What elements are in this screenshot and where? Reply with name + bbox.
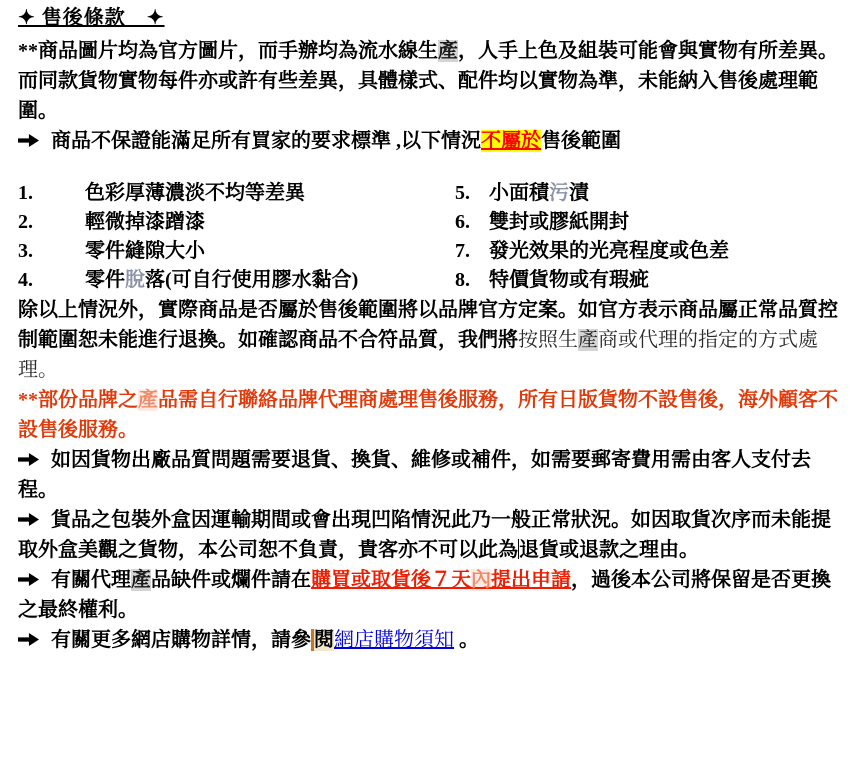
right-arrow-icon (18, 573, 39, 586)
fallback-char-tuo: 脫 (125, 269, 145, 291)
item-number: 6. (455, 211, 470, 233)
page-title: ✦ 售後條款 ✦ (18, 7, 165, 29)
item-text (85, 208, 205, 237)
list-item-6 (455, 208, 629, 237)
item-text-post: 落(可自行使用膠水黏合) (145, 269, 359, 291)
defect-text-post: ，過後本公司將保留是否更換之最終權利。 (18, 569, 831, 621)
notice-text-post: 售後範圍 (541, 130, 621, 152)
item-number: 5. (455, 182, 470, 204)
list-item-3 (18, 237, 455, 266)
list-row (18, 179, 846, 208)
fallback-char-chan: 產 (138, 389, 158, 411)
fallback-char-yue: 閱 (311, 629, 334, 651)
right-arrow-icon (18, 453, 39, 466)
right-arrow-icon (18, 633, 39, 646)
claim-deadline-emphasis (311, 569, 571, 591)
item-text (489, 179, 589, 208)
store-shopping-notice-link[interactable]: 網店購物須知 (334, 629, 454, 651)
list-item-8 (455, 266, 649, 295)
list-item-1 (18, 179, 455, 208)
packaging-paragraph (18, 505, 846, 565)
defect-text-mid: 品缺件或爛件請在 (151, 569, 311, 591)
defect-text-pre: 有關代理 (51, 569, 131, 591)
deadline-text-pre: 購買或取貨後７天 (311, 569, 471, 591)
item-text-pre: 特價貨物或有瑕疵 (489, 269, 649, 291)
list-item-5 (455, 179, 589, 208)
more-info-line (18, 625, 846, 655)
item-number: 1. (18, 182, 33, 204)
item-text (85, 237, 205, 266)
fallback-char-chan: 產 (578, 329, 598, 351)
quality-policy-paragraph (18, 295, 846, 385)
list-row (18, 208, 846, 237)
list-row (18, 237, 846, 266)
item-text-pre: 小面積 (489, 182, 549, 204)
intro-text-post: ，人手上色及組裝可能會與實物有所差異。而同款貨物實物每件亦或許有些差異，具體樣式、配件均以實物為準，未能納入售後處理範圍。 (18, 40, 838, 122)
item-text-pre: 發光效果的光亮程度或色差 (489, 240, 729, 262)
exclusion-list (18, 179, 846, 295)
item-text (489, 208, 629, 237)
fallback-char-chan: 產 (438, 40, 458, 62)
more-info-text-pre: 有關更多網店購物詳情，請參 (51, 629, 311, 651)
item-text-pre: 雙封或膠紙開封 (489, 211, 629, 233)
list-item-2 (18, 208, 455, 237)
intro-paragraph (18, 36, 846, 126)
right-arrow-icon (18, 134, 39, 147)
defect-claim-paragraph (18, 565, 846, 625)
quality-text-light-pre: 按照生 (518, 329, 578, 351)
shipping-fee-line (18, 445, 846, 505)
deadline-text-post: 提出申請 (491, 569, 571, 591)
warning-text-post: 品需自行聯絡品牌代理商處理售後服務，所有日版貨物不設售後，海外顧客不設售後服務。 (18, 389, 838, 441)
item-number: 3. (18, 240, 33, 262)
quality-text-main: 除以上情況外，實際商品是否屬於售後範圍將以品牌官方定案。如官方表示商品屬正常品質控制範圍恕未能進行退換。如確認商品不合符品質，我們將 (18, 299, 838, 351)
not-covered-notice-line (18, 126, 846, 156)
item-text (85, 179, 305, 208)
item-text-pre: 零件縫隙大小 (85, 240, 205, 262)
packaging-text-post: 退貨或退款之理由。 (519, 539, 699, 561)
item-text (489, 237, 729, 266)
item-text-pre: 輕微掉漆蹭漆 (85, 211, 205, 233)
notice-text-pre: 商品不保證能滿足所有買家的要求標準 ,以下情況 (51, 130, 481, 152)
item-number: 8. (455, 269, 470, 291)
list-item-7 (455, 237, 729, 266)
item-text-pre: 零件 (85, 269, 125, 291)
fallback-char-nei: 內 (471, 569, 491, 591)
fallback-char: 污 (549, 182, 569, 204)
brand-warning-paragraph (18, 385, 846, 445)
intro-text-pre: **商品圖片均為官方圖片，而手辦均為流水線生 (18, 40, 438, 62)
item-text-pre: 色彩厚薄濃淡不均等差異 (85, 182, 305, 204)
right-arrow-icon (18, 513, 39, 526)
item-text-post: 漬 (569, 182, 589, 204)
warning-text-pre: **部份品牌之 (18, 389, 138, 411)
item-number: 2. (18, 211, 33, 233)
item-number: 7. (455, 240, 470, 262)
quality-text-light-post: 商或代理的指定的方式處理。 (18, 329, 818, 381)
item-number: 4. (18, 269, 33, 291)
list-item-4 (18, 266, 455, 295)
more-info-text-post: 。 (454, 629, 479, 651)
packaging-text-pre: 貨品之包裝外盒因運輸期間或會出現凹陷情況此乃一般正常狀況。如因取貨次序而未能提取外盒美觀之貨物，本公司恕不負責，貴客亦不可以此為 (18, 509, 831, 561)
fallback-char-chan: 產 (131, 569, 151, 591)
list-row (18, 266, 846, 295)
item-text (489, 266, 649, 295)
item-text (85, 266, 358, 295)
not-covered-highlight: 不屬於 (481, 130, 541, 152)
shipping-fee-text: 如因貨物出廠品質問題需要退貨、換貨、維修或補件，如需要郵寄費用需由客人支付去程。 (18, 449, 811, 501)
